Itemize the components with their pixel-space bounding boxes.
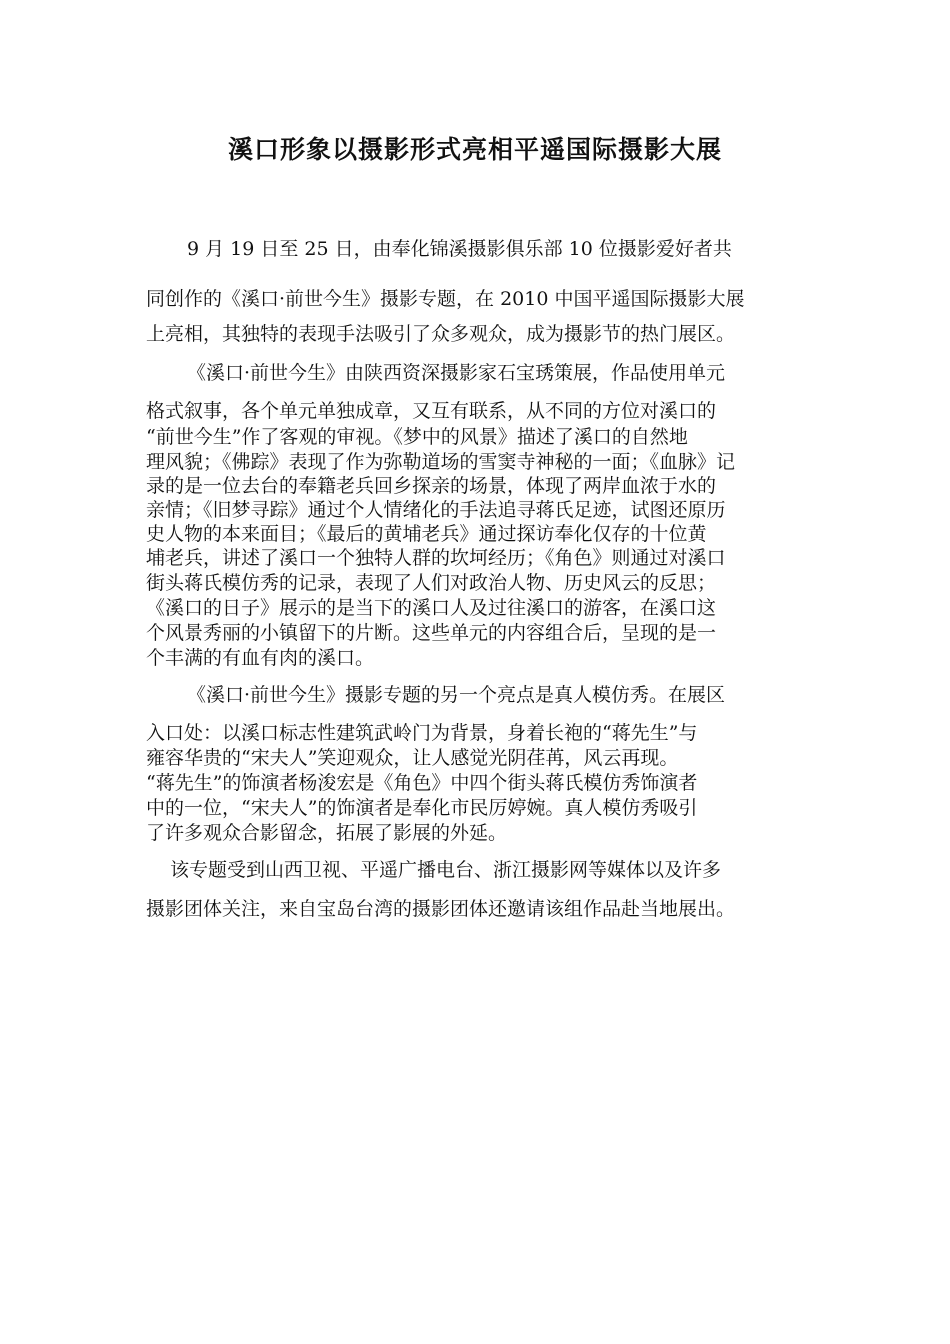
paragraph-line: 街头蒋氏模仿秀的记录，表现了人们对政治人物、历史风云的反思；	[146, 572, 717, 594]
paragraph-line: 中的一位，“宋夫人”的饰演者是奉化市民厉婷婉。真人模仿秀吸引	[146, 797, 698, 819]
paragraph-line: 亲情；《旧梦寻踪》通过个人情绪化的手法追寻蒋氏足迹，试图还原历	[146, 499, 726, 521]
paragraph-line: 雍容华贵的“宋夫人”笑迎观众，让人感觉光阴荏苒，风云再现。	[146, 747, 679, 769]
paragraph-line: 理风貌；《佛踪》表现了作为弥勒道场的雪窦寺神秘的一面；《血脉》记	[146, 451, 736, 473]
paragraph-line: “蒋先生”的饰演者杨浚宏是《角色》中四个街头蒋氏模仿秀饰演者	[146, 772, 698, 794]
paragraph-line: 入口处：以溪口标志性建筑武岭门为背景，身着长袍的“蒋先生”与	[146, 722, 698, 744]
paragraph-line: “前世今生”作了客观的审视。《梦中的风景》描述了溪口的自然地	[146, 426, 688, 448]
paragraph-line: 格式叙事，各个单元单独成章，又互有联系，从不同的方位对溪口的	[146, 400, 717, 422]
paragraph-line: 《溪口·前世今生》摄影专题的另一个亮点是真人模仿秀。在展区	[187, 684, 726, 706]
paragraph-line: 《溪口·前世今生》由陕西资深摄影家石宝琇策展，作品使用单元	[187, 362, 726, 384]
paragraph-line: 史人物的本来面目；《最后的黄埔老兵》通过探访奉化仅存的十位黄	[146, 523, 707, 545]
paragraph-line: 个丰满的有血有肉的溪口。	[146, 647, 375, 669]
paragraph-line: 个风景秀丽的小镇留下的片断。这些单元的内容组合后，呈现的是一	[146, 622, 717, 644]
paragraph-line: 摄影团体关注，来自宝岛台湾的摄影团体还邀请该组作品赴当地展出。	[146, 898, 736, 920]
paragraph-line: 该专题受到山西卫视、平遥广播电台、浙江摄影网等媒体以及许多	[170, 859, 722, 881]
paragraph-line: 《溪口的日子》展示的是当下的溪口人及过往溪口的游客，在溪口这	[146, 597, 717, 619]
document-title: 溪口形象以摄影形式亮相平遥国际摄影大展	[227, 135, 722, 164]
paragraph-line: 了许多观众合影留念，拓展了影展的外延。	[146, 822, 508, 844]
paragraph-line: 埔老兵，讲述了溪口一个独特人群的坎坷经历；《角色》则通过对溪口	[146, 547, 726, 569]
paragraph-line: 录的是一位去台的奉籍老兵回乡探亲的场景，体现了两岸血浓于水的	[146, 475, 717, 497]
paragraph-line: 9 月 19 日至 25 日，由奉化锦溪摄影俱乐部 10 位摄影爱好者共	[187, 238, 732, 260]
paragraph-line: 同创作的《溪口·前世今生》摄影专题，在 2010 中国平遥国际摄影大展	[146, 288, 745, 310]
paragraph-line: 上亮相，其独特的表现手法吸引了众多观众，成为摄影节的热门展区。	[146, 323, 736, 345]
